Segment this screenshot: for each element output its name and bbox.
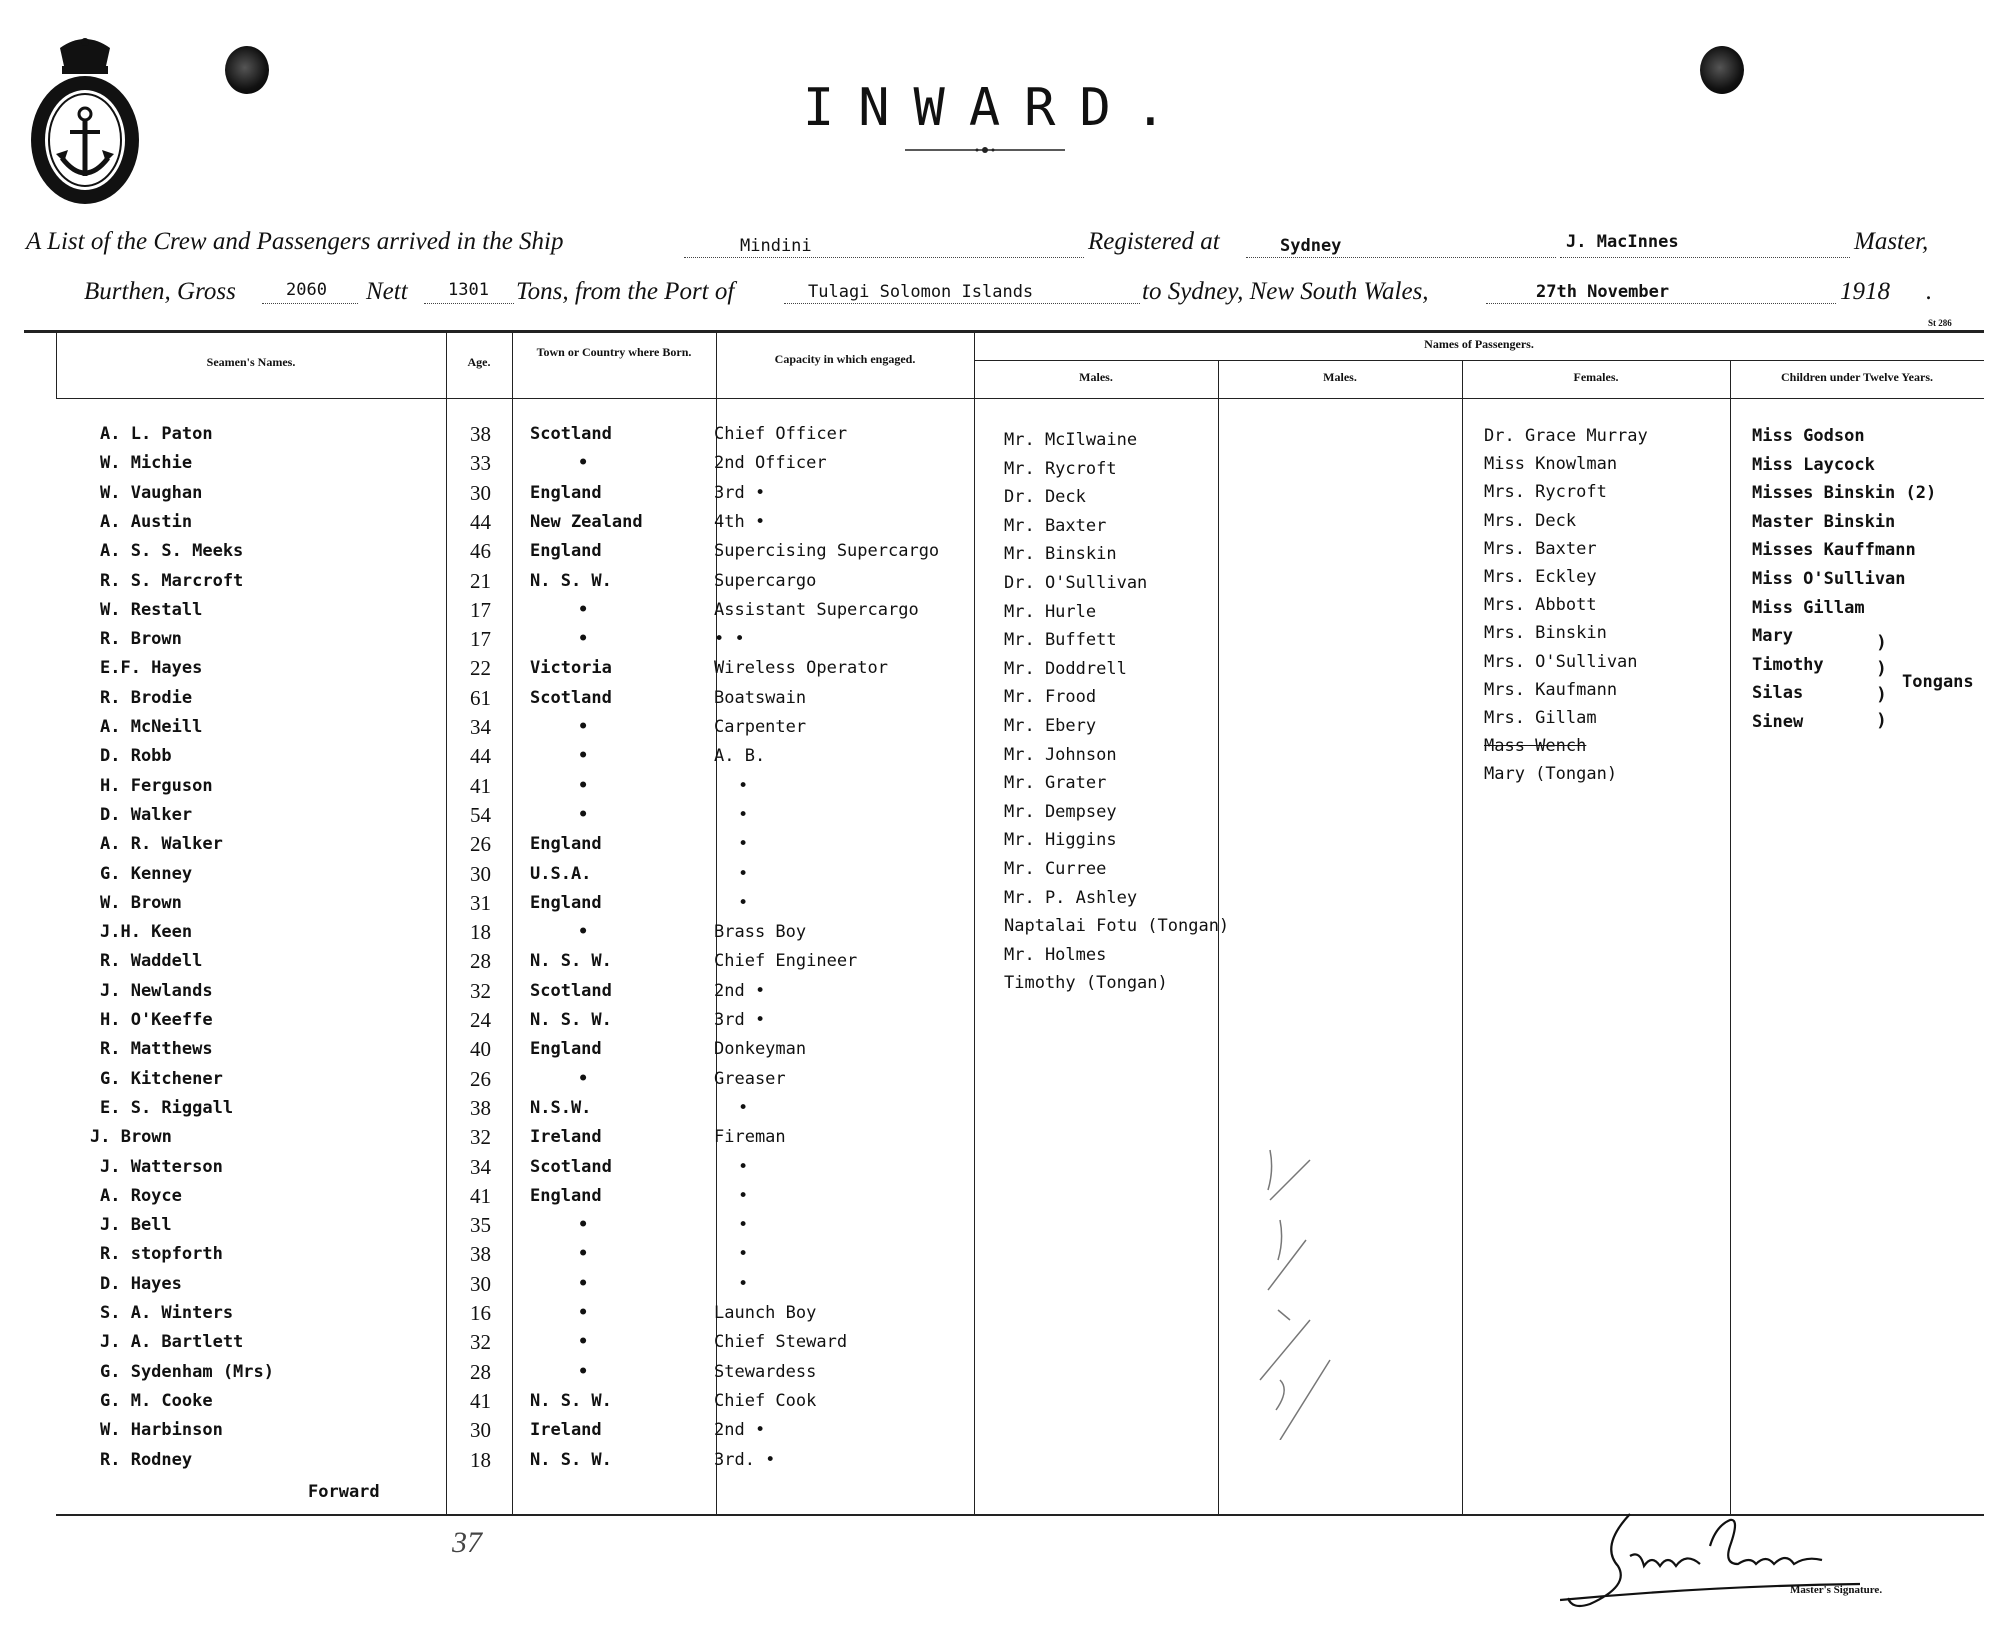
master-name: J. MacInnes xyxy=(1566,232,1679,252)
document-title: INWARD. xyxy=(802,78,1191,138)
col-rule-7 xyxy=(1730,360,1731,1514)
crew-capacity: Brass Boy xyxy=(714,922,807,942)
female-passenger: Mrs. O'Sullivan xyxy=(1484,652,1638,672)
crew-age: 30 xyxy=(470,1418,491,1442)
crew-name: J.H. Keen xyxy=(100,922,193,942)
crew-name: W. Vaughan xyxy=(100,483,203,503)
female-passenger: Mrs. Eckley xyxy=(1484,567,1597,587)
male-passenger: Mr. Rycroft xyxy=(1004,459,1117,479)
male-passenger: Mr. Higgins xyxy=(1004,830,1117,850)
date-line xyxy=(1486,302,1836,304)
crew-name: W. Restall xyxy=(100,600,203,620)
male-passenger: Mr. Grater xyxy=(1004,773,1107,793)
registered-label: Registered at xyxy=(1088,228,1220,255)
crew-age: 17 xyxy=(470,627,491,651)
col-header-children: Children under Twelve Years. xyxy=(1780,370,1933,384)
crew-age: 21 xyxy=(470,569,491,593)
crew-born: New Zealand xyxy=(530,512,643,532)
crew-born: England xyxy=(530,1186,602,1206)
crew-age: 16 xyxy=(470,1301,491,1325)
crew-age: 54 xyxy=(470,803,491,827)
crew-name: R. Rodney xyxy=(100,1450,193,1470)
crew-name: J. Newlands xyxy=(100,981,213,1001)
male-passenger: Mr. Holmes xyxy=(1004,945,1107,965)
male-passenger: Mr. Ebery xyxy=(1004,716,1097,736)
crew-capacity: • xyxy=(738,1157,749,1177)
female-passenger: Mrs. Deck xyxy=(1484,511,1577,531)
arrival-year: 1918 xyxy=(1840,278,1890,305)
col-rule-6 xyxy=(1462,360,1463,1514)
female-passenger: Mrs. Gillam xyxy=(1484,708,1597,728)
crew-name: H. Ferguson xyxy=(100,776,213,796)
forward-note: Forward xyxy=(308,1482,380,1502)
arrival-year-period: . xyxy=(1926,278,1933,305)
crew-age: 34 xyxy=(470,1155,491,1179)
crew-capacity: Chief Cook xyxy=(714,1391,817,1411)
female-passenger: Mrs. Abbott xyxy=(1484,595,1597,615)
female-passenger: Mrs. Binskin xyxy=(1484,623,1607,643)
crew-capacity: • xyxy=(738,1244,749,1264)
female-passenger: Dr. Grace Murray xyxy=(1484,426,1648,446)
female-passenger: Mrs. Kaufmann xyxy=(1484,680,1618,700)
crew-age: 17 xyxy=(470,598,491,622)
master-signature-label: Master's Signature. xyxy=(1790,1584,1883,1596)
crew-capacity: Greaser xyxy=(714,1069,786,1089)
crew-age: 38 xyxy=(470,1242,491,1266)
port-line xyxy=(784,302,1140,304)
crew-capacity: Stewardess xyxy=(714,1362,817,1382)
crew-capacity: Boatswain xyxy=(714,688,807,708)
crew-age: 30 xyxy=(470,481,491,505)
col-rule-4 xyxy=(974,332,975,1514)
destination-label: to Sydney, New South Wales, xyxy=(1142,278,1429,305)
crew-capacity: • xyxy=(738,834,749,854)
child-passenger: Misses Binskin (2) xyxy=(1752,483,1937,503)
crew-age: 32 xyxy=(470,979,491,1003)
crew-born: Scotland xyxy=(530,981,612,1001)
crew-born: England xyxy=(530,483,602,503)
pencil-tally-marks xyxy=(1250,1140,1340,1440)
crew-born: Scotland xyxy=(530,688,612,708)
master-signature xyxy=(1560,1506,1860,1616)
crew-capacity: Supercargo xyxy=(714,571,817,591)
crew-name: R. Brodie xyxy=(100,688,193,708)
crew-capacity: Launch Boy xyxy=(714,1303,817,1323)
burthen-label: Burthen, Gross xyxy=(84,278,236,305)
page-number: 37 xyxy=(452,1526,482,1559)
crew-capacity: • xyxy=(738,1274,749,1294)
tongans-label: Tongans xyxy=(1902,672,1974,692)
crew-born: England xyxy=(530,541,602,561)
crew-age: 24 xyxy=(470,1008,491,1032)
crew-born: • xyxy=(578,776,589,796)
crew-age: 41 xyxy=(470,774,491,798)
crew-capacity: Chief Steward xyxy=(714,1332,848,1352)
header-bottom-rule xyxy=(56,398,1984,399)
crew-born: Scotland xyxy=(530,1157,612,1177)
crew-name: D. Walker xyxy=(100,805,193,825)
crew-age: 18 xyxy=(470,1448,491,1472)
crew-age: 41 xyxy=(470,1389,491,1413)
crew-age: 18 xyxy=(470,920,491,944)
male-passenger: Mr. Doddrell xyxy=(1004,659,1127,679)
crew-capacity: • xyxy=(738,1186,749,1206)
crew-age: 38 xyxy=(470,422,491,446)
female-passenger: Mrs. Baxter xyxy=(1484,539,1597,559)
female-passenger: Miss Knowlman xyxy=(1484,454,1618,474)
ship-name-line xyxy=(684,256,1084,258)
crew-age: 35 xyxy=(470,1213,491,1237)
crew-capacity: A. B. xyxy=(714,746,766,766)
child-passenger: Miss Laycock xyxy=(1752,455,1875,475)
col-header-age: Age. xyxy=(467,355,491,369)
male-passenger: Mr. Baxter xyxy=(1004,516,1107,536)
registered-line xyxy=(1246,256,1556,258)
crew-age: 31 xyxy=(470,891,491,915)
col-header-males-1: Males. xyxy=(1079,370,1113,384)
crew-born: N. S. W. xyxy=(530,1450,612,1470)
crew-born: • xyxy=(578,1362,589,1382)
crew-age: 26 xyxy=(470,832,491,856)
crew-capacity: 2nd • xyxy=(714,1420,766,1440)
gross-tons: 2060 xyxy=(286,280,327,300)
crew-born: N. S. W. xyxy=(530,951,612,971)
crew-name: J. Watterson xyxy=(100,1157,223,1177)
child-passenger: Master Binskin xyxy=(1752,512,1896,532)
female-passenger: Mrs. Rycroft xyxy=(1484,482,1607,502)
col-header-males-2: Males. xyxy=(1323,370,1357,384)
crew-born: England xyxy=(530,893,602,913)
crew-age: 34 xyxy=(470,715,491,739)
crew-name: H. O'Keeffe xyxy=(100,1010,213,1030)
nett-label: Nett xyxy=(366,278,408,305)
crew-name: W. Brown xyxy=(100,893,182,913)
male-passenger: Mr. Buffett xyxy=(1004,630,1117,650)
child-passenger: Timothy xyxy=(1752,655,1824,675)
male-passenger: Dr. Deck xyxy=(1004,487,1086,507)
crew-capacity: • xyxy=(738,805,749,825)
crew-age: 46 xyxy=(470,539,491,563)
male-passenger: Timothy (Tongan) xyxy=(1004,973,1168,993)
crew-name: R. Waddell xyxy=(100,951,203,971)
child-passenger: Mary xyxy=(1752,626,1793,646)
crew-name: E.F. Hayes xyxy=(100,658,203,678)
male-passenger: Mr. Frood xyxy=(1004,687,1097,707)
female-passenger: Mary (Tongan) xyxy=(1484,764,1618,784)
crew-capacity: Carpenter xyxy=(714,717,807,737)
crew-name: J. Bell xyxy=(100,1215,172,1235)
crew-born: • xyxy=(578,600,589,620)
crew-born: • xyxy=(578,805,589,825)
crew-born: • xyxy=(578,629,589,649)
child-passenger: Miss O'Sullivan xyxy=(1752,569,1906,589)
male-passenger: Mr. Curree xyxy=(1004,859,1107,879)
crew-born: N. S. W. xyxy=(530,571,612,591)
crew-capacity: • xyxy=(738,1098,749,1118)
crew-name: E. S. Riggall xyxy=(100,1098,234,1118)
crew-age: 28 xyxy=(470,1360,491,1384)
male-passenger: Naptalai Fotu (Tongan) xyxy=(1004,916,1230,936)
crew-name: W. Harbinson xyxy=(100,1420,223,1440)
crew-age: 40 xyxy=(470,1037,491,1061)
crew-age: 41 xyxy=(470,1184,491,1208)
form-code: St 286 xyxy=(1928,318,1952,328)
crew-born: • xyxy=(578,1069,589,1089)
crew-capacity: 2nd Officer xyxy=(714,453,827,473)
crew-age: 30 xyxy=(470,862,491,886)
crew-capacity: Donkeyman xyxy=(714,1039,807,1059)
crew-name: J. A. Bartlett xyxy=(100,1332,244,1352)
crew-name: G. Kenney xyxy=(100,864,193,884)
crew-capacity: Chief Engineer xyxy=(714,951,858,971)
crew-name: S. A. Winters xyxy=(100,1303,234,1323)
crew-born: Ireland xyxy=(530,1420,602,1440)
male-passenger: Mr. McIlwaine xyxy=(1004,430,1138,450)
crew-name: D. Hayes xyxy=(100,1274,182,1294)
crew-born: • xyxy=(578,717,589,737)
child-passenger: Misses Kauffmann xyxy=(1752,540,1916,560)
crew-name: R. stopforth xyxy=(100,1244,223,1264)
crew-born: • xyxy=(578,1303,589,1323)
crew-name: J. Brown xyxy=(90,1127,172,1147)
crew-name: G. M. Cooke xyxy=(100,1391,213,1411)
crew-capacity: • xyxy=(738,864,749,884)
col-header-capacity: Capacity in which engaged. xyxy=(774,352,916,366)
col-header-names: Seamen's Names. xyxy=(206,355,296,369)
crew-born: N. S. W. xyxy=(530,1391,612,1411)
male-passenger: Mr. Dempsey xyxy=(1004,802,1117,822)
crew-born: Victoria xyxy=(530,658,612,678)
registered-port: Sydney xyxy=(1280,236,1342,256)
male-passenger: Mr. Hurle xyxy=(1004,602,1097,622)
gross-line xyxy=(262,302,358,304)
tons-label: Tons, from the Port of xyxy=(516,278,735,305)
child-passenger: Miss Godson xyxy=(1752,426,1865,446)
crew-born: Scotland xyxy=(530,424,612,444)
crew-name: A. S. S. Meeks xyxy=(100,541,244,561)
crew-born: N.S.W. xyxy=(530,1098,592,1118)
crew-name: A. Austin xyxy=(100,512,193,532)
male-passenger: Dr. O'Sullivan xyxy=(1004,573,1148,593)
crew-born: • xyxy=(578,1244,589,1264)
col-rule-5 xyxy=(1218,360,1219,1514)
nett-tons: 1301 xyxy=(448,280,489,300)
col-header-females: Females. xyxy=(1573,370,1619,384)
crew-age: 26 xyxy=(470,1067,491,1091)
crew-age: 28 xyxy=(470,949,491,973)
col-header-passengers: Names of Passengers. xyxy=(1424,337,1534,351)
crew-born: • xyxy=(578,453,589,473)
crew-age: 61 xyxy=(470,686,491,710)
title-flourish xyxy=(905,145,1065,155)
crew-name: A. McNeill xyxy=(100,717,203,737)
crew-age: 38 xyxy=(470,1096,491,1120)
crew-age: 33 xyxy=(470,451,491,475)
crew-born: • xyxy=(578,922,589,942)
crew-capacity: • xyxy=(738,893,749,913)
crew-name: R. Brown xyxy=(100,629,182,649)
nett-line xyxy=(424,302,514,304)
crew-name: A. L. Paton xyxy=(100,424,213,444)
port-of-origin: Tulagi Solomon Islands xyxy=(808,282,1034,302)
crew-born: N. S. W. xyxy=(530,1010,612,1030)
male-passenger: Mr. Johnson xyxy=(1004,745,1117,765)
crew-name: W. Michie xyxy=(100,453,193,473)
crew-name: R. S. Marcroft xyxy=(100,571,244,591)
crew-age: 44 xyxy=(470,744,491,768)
crew-born: • xyxy=(578,1215,589,1235)
table-top-rule xyxy=(24,330,1984,333)
crew-capacity: 4th • xyxy=(714,512,766,532)
crew-capacity: 2nd • xyxy=(714,981,766,1001)
crew-born: England xyxy=(530,834,602,854)
crew-name: A. Royce xyxy=(100,1186,182,1206)
male-passenger: Mr. Binskin xyxy=(1004,544,1117,564)
master-line xyxy=(1560,256,1850,258)
crew-born: Ireland xyxy=(530,1127,602,1147)
header-prefix: A List of the Crew and Passengers arrived in the Ship xyxy=(26,228,564,255)
child-passenger: Miss Gillam xyxy=(1752,598,1865,618)
crew-capacity: • • xyxy=(714,629,745,649)
female-passenger: Mass Wench xyxy=(1484,736,1587,756)
child-passenger: Silas xyxy=(1752,683,1804,703)
passengers-sub-rule xyxy=(974,360,1984,361)
crew-name: G. Sydenham (Mrs) xyxy=(100,1362,274,1382)
crew-name: A. R. Walker xyxy=(100,834,223,854)
child-passenger: Sinew xyxy=(1752,712,1804,732)
crew-born: • xyxy=(578,746,589,766)
crew-name: D. Robb xyxy=(100,746,172,766)
crew-age: 32 xyxy=(470,1330,491,1354)
master-label: Master, xyxy=(1854,228,1929,255)
col-header-born: Town or Country where Born. xyxy=(536,345,692,359)
crew-age: 30 xyxy=(470,1272,491,1296)
crew-capacity: Supercising Supercargo xyxy=(714,541,940,561)
crew-born: England xyxy=(530,1039,602,1059)
crew-capacity: • xyxy=(738,776,749,796)
crew-capacity: 3rd • xyxy=(714,1010,766,1030)
crew-age: 44 xyxy=(470,510,491,534)
crew-name: R. Matthews xyxy=(100,1039,213,1059)
arrival-date: 27th November xyxy=(1536,282,1670,302)
tongans-brace: ) ) ) ) xyxy=(1876,632,1887,731)
male-passenger: Mr. P. Ashley xyxy=(1004,888,1138,908)
col-rule-2 xyxy=(512,332,513,1514)
crew-name: G. Kitchener xyxy=(100,1069,223,1089)
crew-capacity: Assistant Supercargo xyxy=(714,600,919,620)
crew-born: • xyxy=(578,1274,589,1294)
crew-born: • xyxy=(578,1332,589,1352)
crew-age: 22 xyxy=(470,656,491,680)
crew-capacity: Fireman xyxy=(714,1127,786,1147)
crew-born: U.S.A. xyxy=(530,864,592,884)
crew-capacity: Chief Officer xyxy=(714,424,848,444)
crew-capacity: 3rd. • xyxy=(714,1450,776,1470)
col-rule-1 xyxy=(446,332,447,1514)
crew-capacity: • xyxy=(738,1215,749,1235)
crew-capacity: 3rd • xyxy=(714,483,766,503)
ship-name: Mindini xyxy=(740,236,812,256)
crew-capacity: Wireless Operator xyxy=(714,658,888,678)
crew-age: 32 xyxy=(470,1125,491,1149)
